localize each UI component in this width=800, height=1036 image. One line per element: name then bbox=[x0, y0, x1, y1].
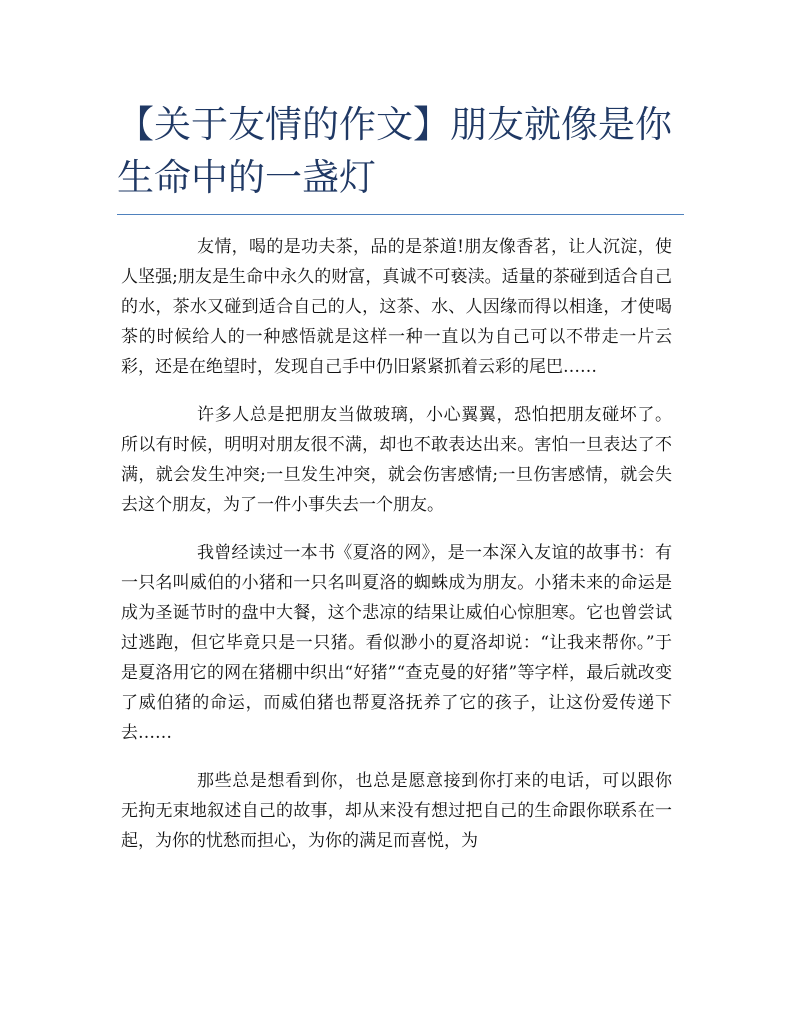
page-title: 【关于友情的作文】朋友就像是你生命中的一盏灯 bbox=[117, 103, 672, 199]
article-body bbox=[121, 232, 672, 874]
paragraph-1: 友情，喝的是功夫茶，品的是茶道!朋友像香茗，让人沉淀，使人坚强;朋友是生命中永久的财富，真诚不可亵渎。适量的茶碰到适合自己的水，茶水又碰到适合自己的人，这茶、水、人因缘而得以相逢，才使喝茶的时候给人的一种感悟就是这样一种一直以为自己可以不带走一片云彩，还是在绝望时，发现自己手中仍旧紧紧抓着云彩的尾巴…… bbox=[121, 237, 672, 377]
paragraph-2: 许多人总是把朋友当做玻璃，小心翼翼，恐怕把朋友碰坏了。所以有时候，明明对朋友很不满，却也不敢表达出来。害怕一旦表达了不满，就会发生冲突;一旦发生冲突，就会伤害感情;一旦伤害感情，就会失去这个朋友，为了一件小事失去一个朋友。 bbox=[121, 405, 672, 515]
paragraph-4: 那些总是想看到你，也总是愿意接到你打来的电话，可以跟你无拘无束地叙述自己的故事，却从来没有想过把自己的生命跟你联系在一起，为你的忧愁而担心，为你的满足而喜悦，为 bbox=[121, 771, 672, 851]
paragraph-3: 我曾经读过一本书《夏洛的网》，是一本深入友谊的故事书：有一只名叫威伯的小猪和一只名叫夏洛的蜘蛛成为朋友。小猪未来的命运是成为圣诞节时的盘中大餐，这个悲凉的结果让威伯心惊胆寒。它也曾尝试过逃跑，但它毕竟只是一只猪。看似渺小的夏洛却说：“让我来帮你。”于是夏洛用它的网在猪棚中织出“好猪”“查克曼的好猪”等字样，最后就改变了威伯猪的命运，而威伯猪也帮夏洛抚养了它的孩子，让这份爱传递下去…… bbox=[121, 543, 672, 743]
title-divider bbox=[117, 214, 684, 215]
